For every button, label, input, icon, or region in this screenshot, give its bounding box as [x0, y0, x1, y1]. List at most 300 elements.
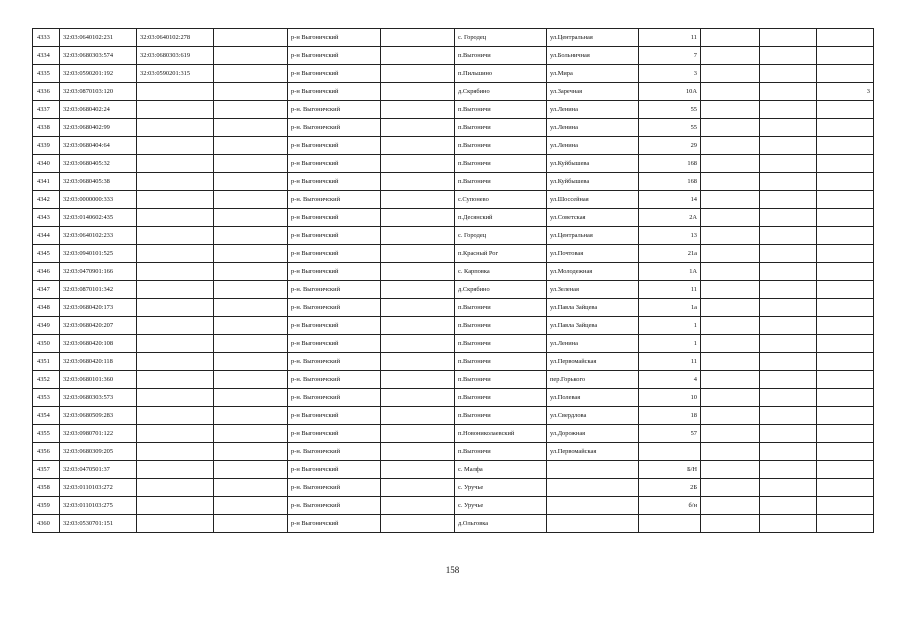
empty-cell: [701, 227, 760, 245]
empty-cell: [214, 317, 288, 335]
empty-cell: [760, 281, 817, 299]
cadastral-number-cell: 32:03:0870101:342: [60, 281, 137, 299]
street-cell: ул.Центральная: [547, 29, 639, 47]
row-number-cell: 4356: [33, 443, 60, 461]
row-number-cell: 4351: [33, 353, 60, 371]
empty-cell: [381, 479, 455, 497]
empty-cell: [760, 317, 817, 335]
house-number-cell: 168: [639, 173, 701, 191]
related-cadastral-number-cell: [137, 317, 214, 335]
table-row: [33, 461, 874, 479]
empty-cell: [701, 29, 760, 47]
row-number-cell: 4353: [33, 389, 60, 407]
related-cadastral-number-cell: [137, 191, 214, 209]
cadastral-number-cell: 32:03:0110103:272: [60, 479, 137, 497]
empty-cell: [760, 515, 817, 533]
empty-cell: [760, 497, 817, 515]
empty-cell: [760, 407, 817, 425]
street-cell: ул.Молодежная: [547, 263, 639, 281]
extra-value-cell: [817, 191, 874, 209]
related-cadastral-number-cell: [137, 371, 214, 389]
empty-cell: [701, 515, 760, 533]
house-number-cell: 10: [639, 389, 701, 407]
related-cadastral-number-cell: [137, 389, 214, 407]
empty-cell: [381, 425, 455, 443]
house-number-cell: 4: [639, 371, 701, 389]
street-cell: ул.Павла Зайцева: [547, 317, 639, 335]
table-row: [33, 425, 874, 443]
empty-cell: [760, 227, 817, 245]
district-cell: р-н Выгоничский: [288, 335, 381, 353]
house-number-cell: [639, 515, 701, 533]
street-cell: ул.Заречная: [547, 83, 639, 101]
settlement-cell: п.Выгоничи: [455, 47, 547, 65]
extra-value-cell: [817, 137, 874, 155]
row-number-cell: 4355: [33, 425, 60, 443]
cadastral-number-cell: 32:03:0680303:573: [60, 389, 137, 407]
district-cell: р-н. Выгоничский: [288, 479, 381, 497]
empty-cell: [381, 119, 455, 137]
empty-cell: [381, 47, 455, 65]
settlement-cell: с. Уручье: [455, 497, 547, 515]
row-number-cell: 4346: [33, 263, 60, 281]
table-row: [33, 443, 874, 461]
district-cell: р-н Выгоничский: [288, 209, 381, 227]
house-number-cell: 1: [639, 335, 701, 353]
empty-cell: [701, 65, 760, 83]
empty-cell: [381, 443, 455, 461]
extra-value-cell: [817, 227, 874, 245]
empty-cell: [701, 263, 760, 281]
table-row: [33, 371, 874, 389]
related-cadastral-number-cell: [137, 83, 214, 101]
table-row: [33, 173, 874, 191]
empty-cell: [701, 137, 760, 155]
district-cell: р-н Выгоничский: [288, 155, 381, 173]
empty-cell: [381, 335, 455, 353]
street-cell: [547, 461, 639, 479]
property-register-table: [32, 28, 874, 533]
empty-cell: [701, 209, 760, 227]
row-number-cell: 4348: [33, 299, 60, 317]
extra-value-cell: [817, 335, 874, 353]
street-cell: ул.Зеленая: [547, 281, 639, 299]
house-number-cell: 2Б: [639, 479, 701, 497]
settlement-cell: с. Городец: [455, 227, 547, 245]
street-cell: ул.Шоссейная: [547, 191, 639, 209]
settlement-cell: п.Выгоничи: [455, 317, 547, 335]
empty-cell: [381, 83, 455, 101]
row-number-cell: 4358: [33, 479, 60, 497]
district-cell: р-н. Выгоничский: [288, 191, 381, 209]
cadastral-number-cell: 32:03:0680420:118: [60, 353, 137, 371]
house-number-cell: 13: [639, 227, 701, 245]
empty-cell: [701, 155, 760, 173]
empty-cell: [701, 371, 760, 389]
empty-cell: [701, 299, 760, 317]
empty-cell: [214, 425, 288, 443]
empty-cell: [214, 281, 288, 299]
house-number-cell: 21а: [639, 245, 701, 263]
street-cell: ул.Павла Зайцева: [547, 299, 639, 317]
related-cadastral-number-cell: [137, 353, 214, 371]
empty-cell: [214, 65, 288, 83]
extra-value-cell: [817, 443, 874, 461]
cadastral-number-cell: 32:03:0680405:32: [60, 155, 137, 173]
empty-cell: [381, 317, 455, 335]
house-number-cell: 57: [639, 425, 701, 443]
settlement-cell: п.Десянский: [455, 209, 547, 227]
empty-cell: [381, 263, 455, 281]
related-cadastral-number-cell: [137, 407, 214, 425]
settlement-cell: с. Уручье: [455, 479, 547, 497]
extra-value-cell: [817, 281, 874, 299]
table-row: [33, 65, 874, 83]
district-cell: р-н Выгоничский: [288, 47, 381, 65]
extra-value-cell: [817, 497, 874, 515]
street-cell: ул.Первомайская: [547, 443, 639, 461]
empty-cell: [214, 461, 288, 479]
cadastral-number-cell: 32:03:0590201:192: [60, 65, 137, 83]
empty-cell: [214, 371, 288, 389]
related-cadastral-number-cell: [137, 497, 214, 515]
empty-cell: [381, 353, 455, 371]
related-cadastral-number-cell: [137, 461, 214, 479]
district-cell: р-н Выгоничский: [288, 83, 381, 101]
district-cell: р-н Выгоничский: [288, 425, 381, 443]
street-cell: ул.Первомайская: [547, 353, 639, 371]
district-cell: р-н Выгоничский: [288, 173, 381, 191]
district-cell: р-н. Выгоничский: [288, 281, 381, 299]
district-cell: р-н Выгоничский: [288, 407, 381, 425]
empty-cell: [701, 191, 760, 209]
empty-cell: [760, 353, 817, 371]
related-cadastral-number-cell: [137, 173, 214, 191]
cadastral-number-cell: 32:03:0680420:173: [60, 299, 137, 317]
empty-cell: [760, 209, 817, 227]
empty-cell: [760, 245, 817, 263]
empty-cell: [381, 371, 455, 389]
cadastral-number-cell: 32:03:0000000:333: [60, 191, 137, 209]
table-row: [33, 101, 874, 119]
row-number-cell: 4342: [33, 191, 60, 209]
settlement-cell: п.Выгоничи: [455, 155, 547, 173]
related-cadastral-number-cell: 32:03:0640102:278: [137, 29, 214, 47]
extra-value-cell: [817, 389, 874, 407]
extra-value-cell: [817, 173, 874, 191]
extra-value-cell: [817, 263, 874, 281]
empty-cell: [760, 101, 817, 119]
cadastral-number-cell: 32:03:0110103:275: [60, 497, 137, 515]
related-cadastral-number-cell: [137, 515, 214, 533]
empty-cell: [381, 515, 455, 533]
street-cell: пер.Горького: [547, 371, 639, 389]
related-cadastral-number-cell: [137, 227, 214, 245]
empty-cell: [381, 497, 455, 515]
related-cadastral-number-cell: [137, 479, 214, 497]
street-cell: ул.Дорожная: [547, 425, 639, 443]
row-number-cell: 4343: [33, 209, 60, 227]
settlement-cell: с. Малфа: [455, 461, 547, 479]
empty-cell: [381, 173, 455, 191]
row-number-cell: 4347: [33, 281, 60, 299]
empty-cell: [760, 29, 817, 47]
empty-cell: [381, 461, 455, 479]
district-cell: р-н. Выгоничский: [288, 101, 381, 119]
street-cell: ул.Полевая: [547, 389, 639, 407]
related-cadastral-number-cell: [137, 299, 214, 317]
empty-cell: [381, 245, 455, 263]
empty-cell: [214, 191, 288, 209]
empty-cell: [701, 119, 760, 137]
table-row: [33, 155, 874, 173]
house-number-cell: 1А: [639, 263, 701, 281]
empty-cell: [701, 101, 760, 119]
district-cell: р-н. Выгоничский: [288, 371, 381, 389]
empty-cell: [760, 155, 817, 173]
cadastral-number-cell: 32:03:0680405:38: [60, 173, 137, 191]
extra-value-cell: [817, 299, 874, 317]
house-number-cell: 2А: [639, 209, 701, 227]
empty-cell: [214, 227, 288, 245]
table-row: [33, 479, 874, 497]
settlement-cell: д.Скрябино: [455, 83, 547, 101]
settlement-cell: п.Выгоничи: [455, 443, 547, 461]
street-cell: [547, 479, 639, 497]
settlement-cell: п.Выгоничи: [455, 371, 547, 389]
settlement-cell: п.Выгоничи: [455, 137, 547, 155]
extra-value-cell: [817, 515, 874, 533]
row-number-cell: 4359: [33, 497, 60, 515]
empty-cell: [760, 47, 817, 65]
empty-cell: [760, 299, 817, 317]
settlement-cell: п.Выгоничи: [455, 299, 547, 317]
house-number-cell: 1а: [639, 299, 701, 317]
house-number-cell: Б/Н: [639, 461, 701, 479]
empty-cell: [214, 173, 288, 191]
empty-cell: [760, 371, 817, 389]
street-cell: ул.Свердлова: [547, 407, 639, 425]
cadastral-number-cell: 32:03:0870103:120: [60, 83, 137, 101]
empty-cell: [701, 317, 760, 335]
row-number-cell: 4344: [33, 227, 60, 245]
table-row: [33, 137, 874, 155]
row-number-cell: 4336: [33, 83, 60, 101]
house-number-cell: 11: [639, 281, 701, 299]
extra-value-cell: [817, 155, 874, 173]
house-number-cell: 18: [639, 407, 701, 425]
row-number-cell: 4334: [33, 47, 60, 65]
row-number-cell: 4354: [33, 407, 60, 425]
cadastral-number-cell: 32:03:0680402:24: [60, 101, 137, 119]
empty-cell: [214, 47, 288, 65]
street-cell: ул.Куйбышева: [547, 155, 639, 173]
street-cell: ул.Мира: [547, 65, 639, 83]
empty-cell: [214, 209, 288, 227]
cadastral-number-cell: 32:03:0680402:99: [60, 119, 137, 137]
extra-value-cell: [817, 245, 874, 263]
empty-cell: [214, 407, 288, 425]
row-number-cell: 4338: [33, 119, 60, 137]
district-cell: р-н Выгоничский: [288, 245, 381, 263]
empty-cell: [760, 263, 817, 281]
empty-cell: [381, 155, 455, 173]
extra-value-cell: [817, 353, 874, 371]
cadastral-number-cell: 32:03:0140602:435: [60, 209, 137, 227]
extra-value-cell: [817, 209, 874, 227]
street-cell: ул.Ленина: [547, 119, 639, 137]
empty-cell: [701, 479, 760, 497]
street-cell: ул.Почтовая: [547, 245, 639, 263]
table-row: [33, 497, 874, 515]
empty-cell: [214, 335, 288, 353]
empty-cell: [701, 245, 760, 263]
table-row: [33, 47, 874, 65]
cadastral-number-cell: 32:03:0470901:166: [60, 263, 137, 281]
extra-value-cell: [817, 425, 874, 443]
district-cell: р-н. Выгоничский: [288, 299, 381, 317]
empty-cell: [381, 137, 455, 155]
empty-cell: [760, 137, 817, 155]
empty-cell: [381, 227, 455, 245]
empty-cell: [381, 281, 455, 299]
table-row: [33, 119, 874, 137]
related-cadastral-number-cell: [137, 137, 214, 155]
district-cell: р-н. Выгоничский: [288, 119, 381, 137]
settlement-cell: д.Скрябино: [455, 281, 547, 299]
related-cadastral-number-cell: [137, 155, 214, 173]
street-cell: [547, 497, 639, 515]
empty-cell: [701, 497, 760, 515]
table-row: [33, 209, 874, 227]
settlement-cell: д.Ольговка: [455, 515, 547, 533]
related-cadastral-number-cell: [137, 425, 214, 443]
settlement-cell: п.Выгоничи: [455, 353, 547, 371]
district-cell: р-н. Выгоничский: [288, 443, 381, 461]
empty-cell: [381, 407, 455, 425]
row-number-cell: 4333: [33, 29, 60, 47]
house-number-cell: 55: [639, 101, 701, 119]
empty-cell: [214, 155, 288, 173]
extra-value-cell: [817, 461, 874, 479]
empty-cell: [381, 65, 455, 83]
empty-cell: [214, 389, 288, 407]
empty-cell: [760, 389, 817, 407]
extra-value-cell: [817, 371, 874, 389]
empty-cell: [381, 191, 455, 209]
extra-value-cell: 3: [817, 83, 874, 101]
empty-cell: [760, 479, 817, 497]
table-row: [33, 515, 874, 533]
related-cadastral-number-cell: [137, 245, 214, 263]
extra-value-cell: [817, 479, 874, 497]
empty-cell: [381, 299, 455, 317]
empty-cell: [760, 335, 817, 353]
related-cadastral-number-cell: [137, 101, 214, 119]
street-cell: ул.Ленина: [547, 335, 639, 353]
related-cadastral-number-cell: [137, 209, 214, 227]
street-cell: ул.Советская: [547, 209, 639, 227]
settlement-cell: п.Выгоничи: [455, 101, 547, 119]
street-cell: ул.Больничная: [547, 47, 639, 65]
cadastral-number-cell: 32:03:0680101:360: [60, 371, 137, 389]
table-row: [33, 281, 874, 299]
empty-cell: [214, 443, 288, 461]
cadastral-number-cell: 32:03:0470501:37: [60, 461, 137, 479]
table-row: [33, 83, 874, 101]
related-cadastral-number-cell: [137, 443, 214, 461]
table-row: [33, 389, 874, 407]
extra-value-cell: [817, 407, 874, 425]
house-number-cell: 11: [639, 353, 701, 371]
empty-cell: [701, 443, 760, 461]
cadastral-number-cell: 32:03:0680309:205: [60, 443, 137, 461]
row-number-cell: 4340: [33, 155, 60, 173]
district-cell: р-н. Выгоничский: [288, 497, 381, 515]
cadastral-number-cell: 32:03:0530701:151: [60, 515, 137, 533]
row-number-cell: 4357: [33, 461, 60, 479]
house-number-cell: 14: [639, 191, 701, 209]
settlement-cell: с. Карповка: [455, 263, 547, 281]
empty-cell: [760, 191, 817, 209]
empty-cell: [760, 461, 817, 479]
related-cadastral-number-cell: [137, 263, 214, 281]
house-number-cell: [639, 443, 701, 461]
settlement-cell: п.Выгоничи: [455, 389, 547, 407]
empty-cell: [701, 425, 760, 443]
empty-cell: [214, 299, 288, 317]
empty-cell: [214, 479, 288, 497]
empty-cell: [214, 101, 288, 119]
extra-value-cell: [817, 317, 874, 335]
empty-cell: [760, 65, 817, 83]
row-number-cell: 4349: [33, 317, 60, 335]
house-number-cell: 7: [639, 47, 701, 65]
cadastral-number-cell: 32:03:0640102:231: [60, 29, 137, 47]
settlement-cell: п.Выгоничи: [455, 407, 547, 425]
settlement-cell: п.Выгоничи: [455, 335, 547, 353]
empty-cell: [214, 515, 288, 533]
empty-cell: [701, 461, 760, 479]
empty-cell: [214, 263, 288, 281]
empty-cell: [381, 101, 455, 119]
empty-cell: [760, 173, 817, 191]
street-cell: ул.Ленина: [547, 137, 639, 155]
empty-cell: [760, 83, 817, 101]
row-number-cell: 4352: [33, 371, 60, 389]
empty-cell: [760, 119, 817, 137]
cadastral-number-cell: 32:03:0940101:525: [60, 245, 137, 263]
empty-cell: [701, 407, 760, 425]
empty-cell: [214, 353, 288, 371]
settlement-cell: п.Пильшино: [455, 65, 547, 83]
page-number: 158: [445, 565, 460, 575]
settlement-cell: п.Выгоничи: [455, 173, 547, 191]
house-number-cell: б/н: [639, 497, 701, 515]
settlement-cell: п.Выгоничи: [455, 119, 547, 137]
empty-cell: [214, 245, 288, 263]
empty-cell: [381, 29, 455, 47]
table-row: [33, 29, 874, 47]
related-cadastral-number-cell: 32:03:0590201:315: [137, 65, 214, 83]
empty-cell: [214, 29, 288, 47]
empty-cell: [214, 83, 288, 101]
table-body: [33, 29, 874, 533]
house-number-cell: 10А: [639, 83, 701, 101]
district-cell: р-н Выгоничский: [288, 137, 381, 155]
house-number-cell: 3: [639, 65, 701, 83]
house-number-cell: 168: [639, 155, 701, 173]
